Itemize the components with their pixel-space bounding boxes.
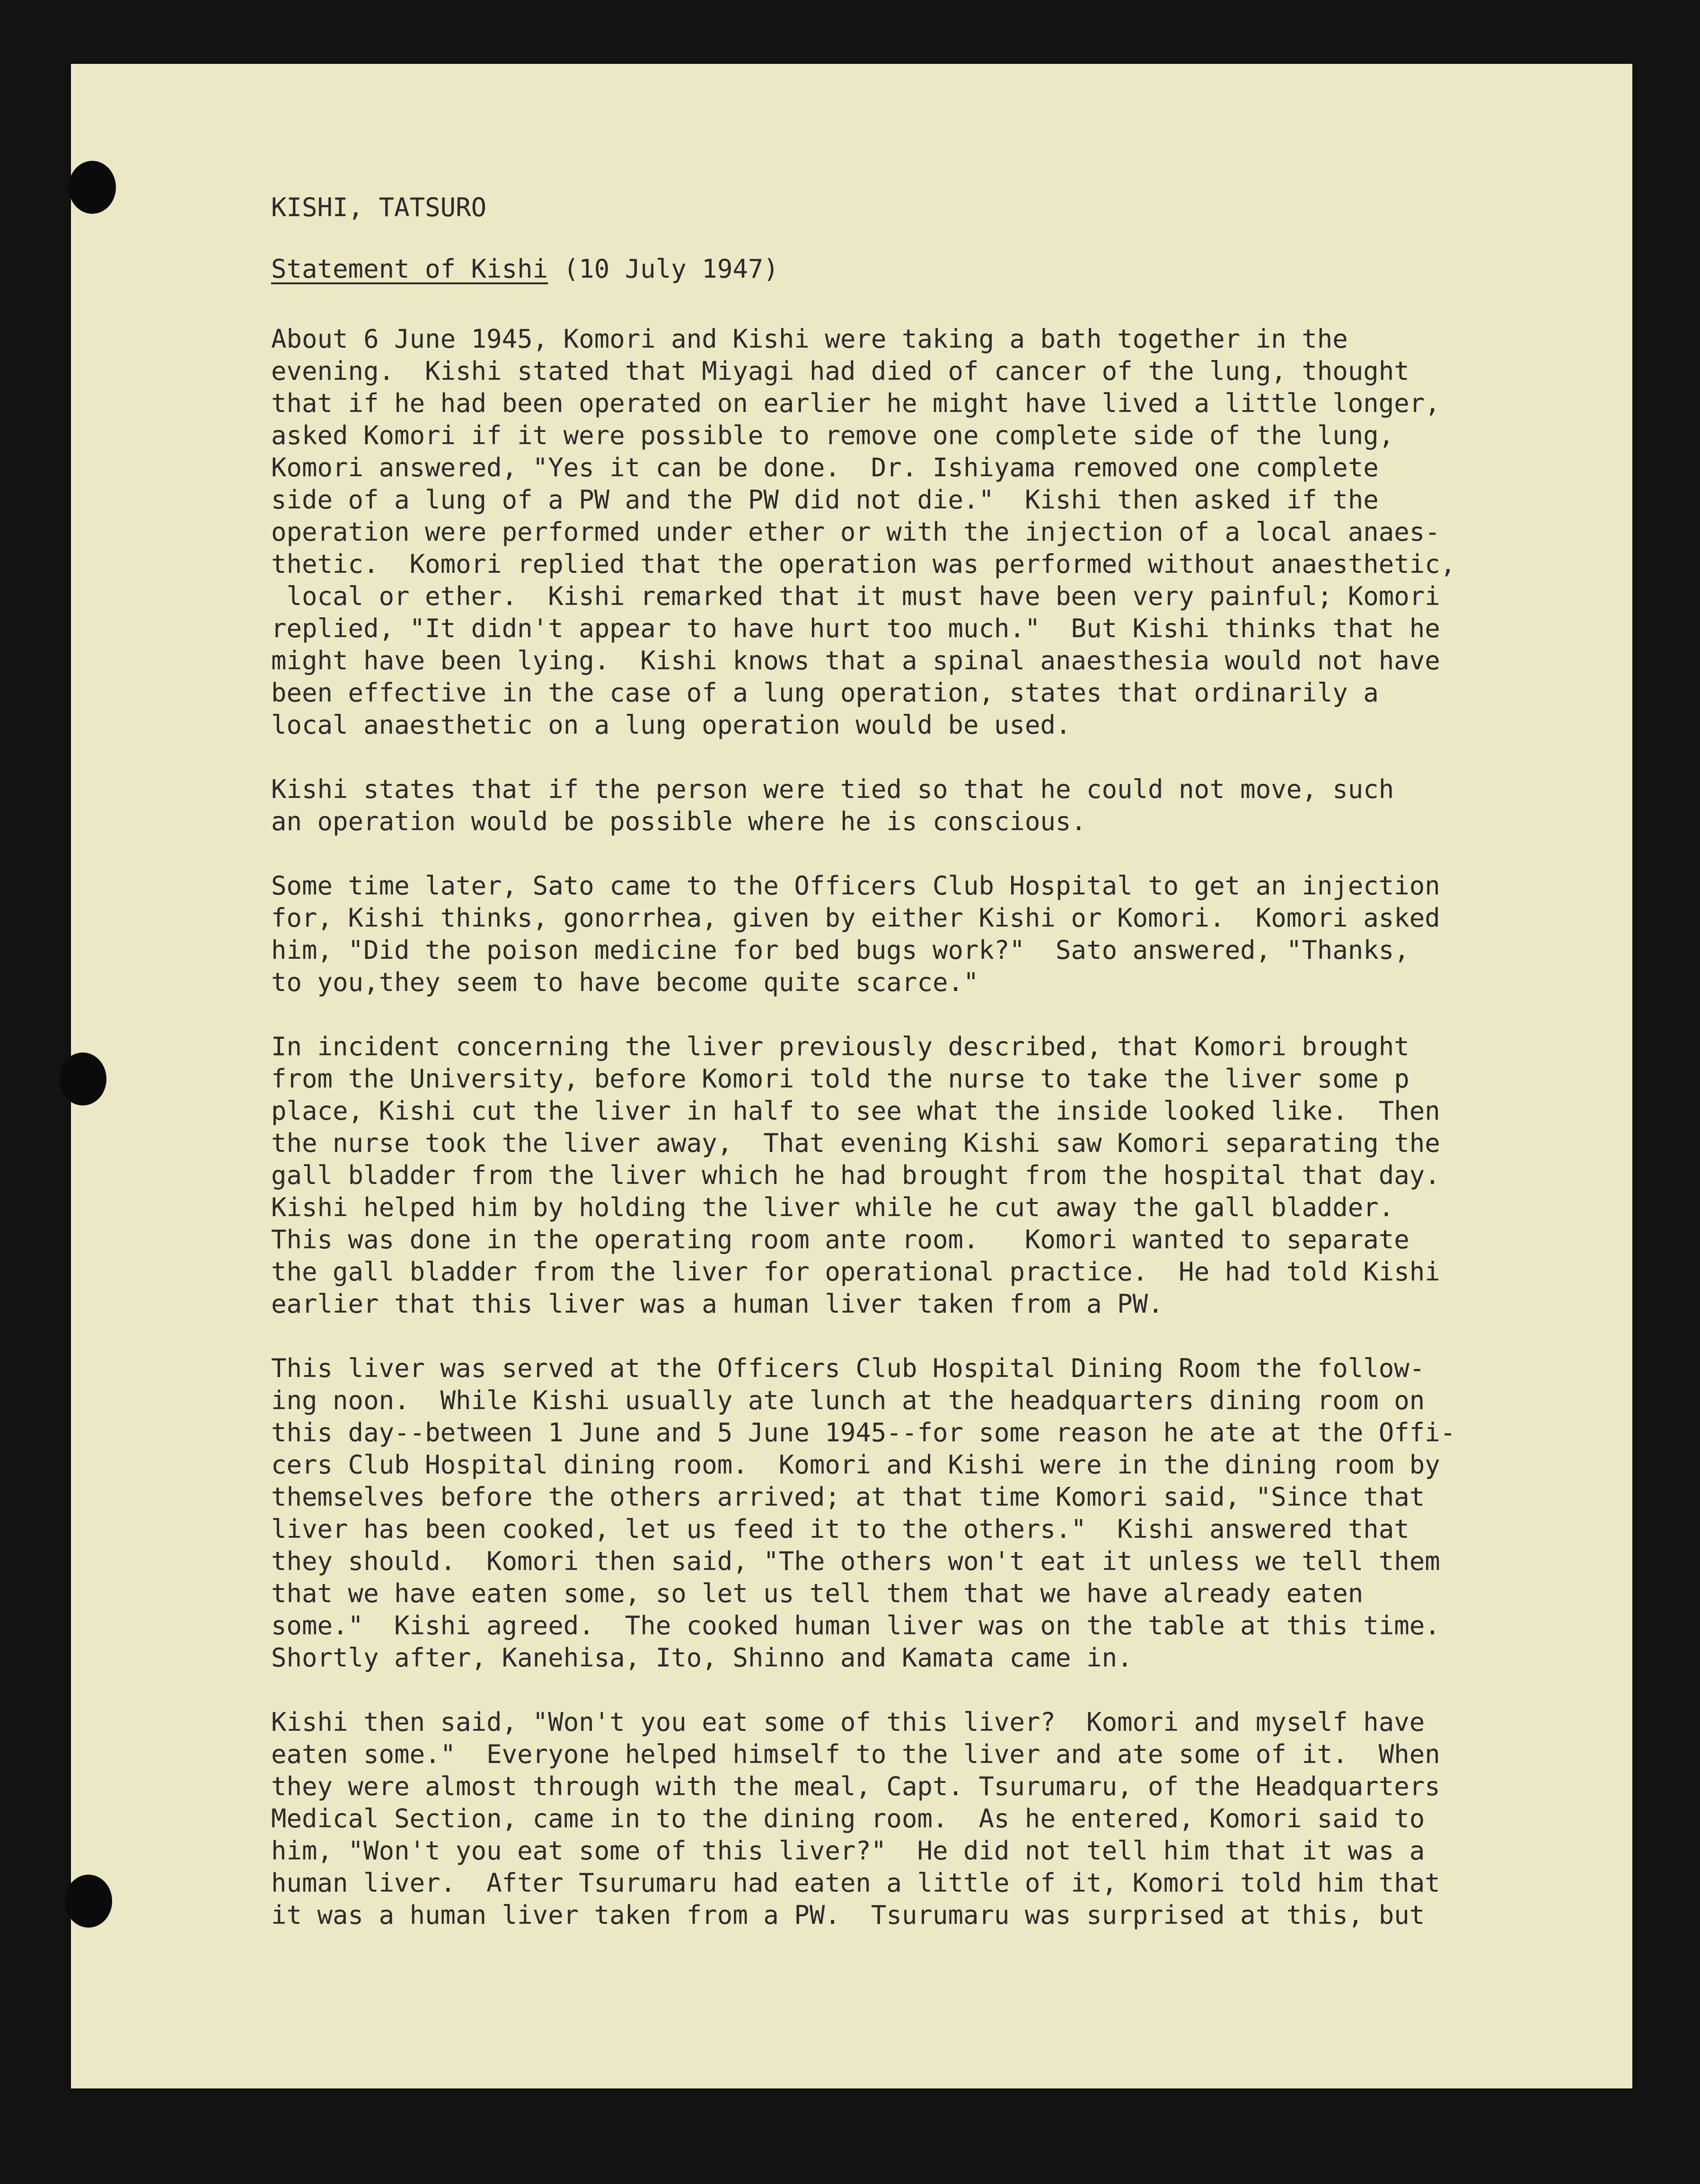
text-line: Kishi then said, "Won't you eat some of this liver? Komori and myself have	[271, 1707, 1425, 1737]
text-line: earlier that this liver was a human liver taken from a PW.	[271, 1289, 1163, 1319]
text-line: replied, "It didn't appear to have hurt too much." But Kishi thinks that he	[271, 614, 1440, 643]
text-line: an operation would be possible where he is conscious.	[271, 807, 1087, 836]
paragraph	[271, 1352, 1615, 1674]
text-line: operation were performed under ether or with the injection of a local anaes-	[271, 517, 1440, 547]
paragraph	[271, 323, 1615, 741]
text-line: thetic. Komori replied that the operation was performed without anaesthetic,	[271, 549, 1456, 579]
text-line: the gall bladder from the liver for operational practice. He had told Kishi	[271, 1257, 1440, 1287]
text-line: him, "Won't you eat some of this liver?" He did not tell him that it was a	[271, 1836, 1425, 1866]
text-line: might have been lying. Kishi knows that a spinal anaesthesia would not have	[271, 646, 1440, 675]
paragraph	[271, 1706, 1615, 1931]
paragraph	[271, 773, 1615, 838]
text-line: for, Kishi thinks, gonorrhea, given by either Kishi or Komori. Komori asked	[271, 903, 1440, 933]
text-line: evening. Kishi stated that Miyagi had died of cancer of the lung, thought	[271, 356, 1409, 386]
text-line: place, Kishi cut the liver in half to see what the inside looked like. Then	[271, 1096, 1440, 1126]
text-line: they were almost through with the meal, Capt. Tsurumaru, of the Headquarters	[271, 1772, 1440, 1801]
text-line: Kishi states that if the person were tied so that he could not move, such	[271, 774, 1394, 804]
statement-date: (10 July 1947)	[548, 254, 779, 284]
text-line: Some time later, Sato came to the Officers Club Hospital to get an injection	[271, 871, 1440, 901]
text-line: this day--between 1 June and 5 June 1945--for some reason he ate at the Offi-	[271, 1418, 1456, 1447]
text-line: from the University, before Komori told the nurse to take the liver some p	[271, 1064, 1409, 1094]
text-line: gall bladder from the liver which he had brought from the hospital that day.	[271, 1160, 1440, 1190]
text-line: Medical Section, came in to the dining room. As he entered, Komori said to	[271, 1804, 1425, 1833]
punch-hole-bottom	[65, 1875, 112, 1928]
text-line: Shortly after, Kanehisa, Ito, Shinno and Kamata came in.	[271, 1643, 1133, 1673]
text-line: that if he had been operated on earlier he might have lived a little longer,	[271, 388, 1440, 418]
punch-hole-middle	[59, 1053, 106, 1105]
text-line: cers Club Hospital dining room. Komori and Kishi were in the dining room by	[271, 1450, 1440, 1480]
text-line: local or ether. Kishi remarked that it must have been very painful; Komori	[271, 581, 1440, 611]
punch-hole-top	[69, 161, 116, 214]
statement-paragraphs	[271, 323, 1615, 1931]
text-line: About 6 June 1945, Komori and Kishi were taking a bath together in the	[271, 324, 1348, 354]
text-line: liver has been cooked, let us feed it to the others." Kishi answered that	[271, 1514, 1409, 1544]
text-line: it was a human liver taken from a PW. Tsurumaru was surprised at this, but	[271, 1900, 1425, 1930]
statement-title-label: Statement of Kishi	[271, 254, 548, 284]
paragraph	[271, 870, 1615, 999]
text-line: local anaesthetic on a lung operation would be used.	[271, 710, 1071, 740]
document-heading: KISHI, TATSURO	[271, 193, 487, 222]
typed-text-body	[271, 192, 1615, 1964]
text-line: him, "Did the poison medicine for bed bugs work?" Sato answered, "Thanks,	[271, 935, 1409, 965]
text-line: they should. Komori then said, "The others won't eat it unless we tell them	[271, 1546, 1440, 1576]
text-line: human liver. After Tsurumaru had eaten a little of it, Komori told him that	[271, 1868, 1440, 1898]
text-line: been effective in the case of a lung operation, states that ordinarily a	[271, 678, 1379, 708]
text-line: asked Komori if it were possible to remove one complete side of the lung,	[271, 421, 1394, 450]
text-line: This liver was served at the Officers Club Hospital Dining Room the follow-	[271, 1353, 1425, 1383]
text-line: to you,they seem to have become quite scarce."	[271, 967, 979, 997]
text-line: This was done in the operating room ante room. Komori wanted to separate	[271, 1225, 1409, 1254]
text-line: some." Kishi agreed. The cooked human liver was on the table at this time.	[271, 1611, 1440, 1640]
text-line: side of a lung of a PW and the PW did not die." Kishi then asked if the	[271, 485, 1379, 515]
statement-title	[271, 253, 1615, 285]
text-line: ing noon. While Kishi usually ate lunch at the headquarters dining room on	[271, 1386, 1425, 1415]
text-line: themselves before the others arrived; at that time Komori said, "Since that	[271, 1482, 1425, 1512]
text-line: Kishi helped him by holding the liver while he cut away the gall bladder.	[271, 1193, 1394, 1222]
text-line: eaten some." Everyone helped himself to the liver and ate some of it. When	[271, 1739, 1440, 1769]
text-line: In incident concerning the liver previously described, that Komori brought	[271, 1032, 1409, 1061]
text-line: Komori answered, "Yes it can be done. Dr. Ishiyama removed one complete	[271, 453, 1379, 482]
text-line: the nurse took the liver away, That evening Kishi saw Komori separating the	[271, 1128, 1440, 1158]
text-line: that we have eaten some, so let us tell them that we have already eaten	[271, 1579, 1364, 1608]
paragraph	[271, 1031, 1615, 1320]
